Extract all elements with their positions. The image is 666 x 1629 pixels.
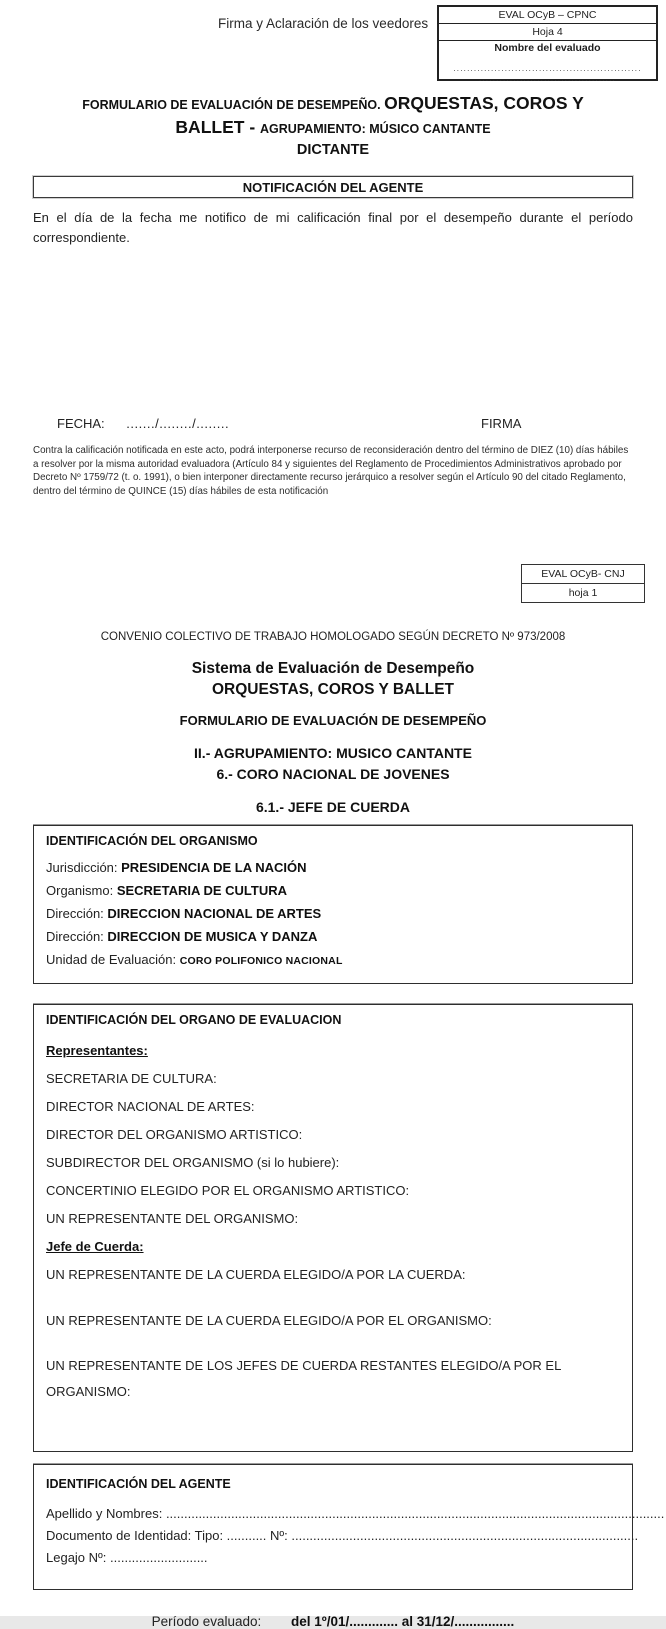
eval-code-box: [437, 5, 658, 81]
fecha-label: FECHA:: [57, 416, 105, 432]
fecha-firma-row: [33, 416, 633, 436]
direccion-label-1: Dirección:: [46, 906, 108, 922]
unidad-evaluacion-value: CORO POLIFONICO NACIONAL: [179, 955, 343, 968]
notificacion-header: NOTIFICACIÓN DEL AGENTE: [33, 176, 633, 198]
formulario-heading: FORMULARIO DE EVALUACIÓN DE DESEMPEÑO: [179, 713, 487, 729]
identificacion-agente-box: [33, 1464, 665, 1590]
unidad-evaluacion-row: [46, 948, 620, 973]
direccion-value-2: DIRECCION DE MUSICA Y DANZA: [107, 929, 318, 945]
organismo-value: SECRETARIA DE CULTURA: [116, 883, 288, 899]
eval-code-box-2: [521, 564, 645, 603]
apellido-nombres-field: Apellido y Nombres: ..........................................................................................................................................: [46, 1506, 665, 1522]
form-title-prefix: FORMULARIO DE EVALUACIÓN DE DESEMPEÑO.: [82, 98, 385, 112]
organo-box-title: IDENTIFICACIÓN DEL ORGANO DE EVALUACION: [46, 1013, 342, 1028]
form-title-dash: -: [244, 116, 261, 137]
fecha-dotted-line: ......./......../........: [126, 416, 230, 432]
legal-notice: Contra la calificación notificada en este acto, podrá interponerse recurso de reconsideración dentro del término de DIEZ (10) días hábiles a resolver por la misma autoridad evaluadora (Artículo 84 y siguientes del Reglamento de Procedimientos Administrativos aprobado por Decreto Nº 1759/72 (t. o. 1991), o bien interponer directamente recurso jerárquico a resolver según el Artículo 90 del citado Reglamento, dentro del término de QUINCE (15) días hábiles de esta notificación: [33, 445, 629, 497]
eval-code-line: EVAL OCyB – CPNC: [439, 7, 656, 24]
eval-code-line-2: EVAL OCyB- CNJ: [522, 565, 644, 584]
jurisdiccion-row: [46, 856, 620, 879]
organismo-row: [46, 879, 620, 902]
jurisdiccion-label: Jurisdicción:: [46, 860, 122, 876]
periodo-label: Período evaluado:: [151, 1614, 262, 1629]
jefe-de-cuerda-heading: 6.1.- JEFE DE CUERDA: [255, 799, 411, 816]
veedores-label: Firma y Aclaración de los veedores: [218, 16, 429, 31]
eval-sheet-line-2: hoja 1: [568, 587, 598, 600]
sistema-title-line-2: ORQUESTAS, COROS Y BALLET: [212, 681, 454, 699]
legajo-field: Legajo Nº: ...........................: [46, 1550, 208, 1566]
document-body: [33, 92, 665, 1629]
identificacion-organo-box: [33, 1004, 633, 1452]
organismo-box-title: IDENTIFICACIÓN DEL ORGANISMO: [46, 834, 258, 849]
convenio-line: CONVENIO COLECTIVO DE TRABAJO HOMOLOGADO SEGÚN DECRETO Nº 973/2008: [100, 631, 566, 644]
representante-line: CONCERTINIO ELEGIDO POR EL ORGANISMO ARTISTICO:: [46, 1183, 410, 1199]
representantes-label: Representantes:: [46, 1043, 148, 1059]
sistema-title-line-1: Sistema de Evaluación de Desempeño: [191, 660, 475, 678]
jefe-representante-line: UN REPRESENTANTE DE LOS JEFES DE CUERDA RESTANTES ELEGIDO/A POR EL ORGANISMO:: [46, 1358, 561, 1400]
organismo-label: Organismo:: [46, 883, 117, 899]
jefe-representante-line: UN REPRESENTANTE DE LA CUERDA ELEGIDO/A POR LA CUERDA:: [46, 1267, 466, 1283]
direccion-row-1: [46, 902, 620, 925]
documento-identidad-field: Documento de Identidad: Tipo: ........... Nº: ................................................................................................: [46, 1528, 639, 1544]
agrupamiento-line: II.- AGRUPAMIENTO: MUSICO CANTANTE: [194, 745, 472, 762]
agente-box-title: IDENTIFICACIÓN DEL AGENTE: [46, 1477, 231, 1492]
form-title-main: ORQUESTAS, COROS Y BALLET: [175, 93, 584, 137]
direccion-label-2: Dirección:: [46, 929, 108, 945]
identificacion-organismo-box: [33, 825, 633, 984]
representante-line: SUBDIRECTOR DEL ORGANISMO (si lo hubiere):: [46, 1155, 340, 1171]
agrupamiento-heading: [33, 743, 633, 785]
firma-label: FIRMA: [481, 416, 522, 432]
document-header: [0, 0, 666, 86]
evaluado-dotted-line-1: .......................................................: [453, 64, 642, 73]
eval-sheet-line: Hoja 4: [439, 24, 656, 41]
jefe-representante-line: UN REPRESENTANTE DE LA CUERDA ELEGIDO/A POR EL ORGANISMO:: [46, 1313, 492, 1329]
representante-line: UN REPRESENTANTE DEL ORGANISMO:: [46, 1211, 299, 1227]
direccion-value-1: DIRECCION NACIONAL DE ARTES: [107, 906, 322, 922]
evaluado-dotted-line-2: ........................................: [479, 74, 616, 83]
periodo-evaluado-row: [33, 1614, 633, 1629]
notificacion-paragraph: En el día de la fecha me notifico de mi calificación final por el desempeño durante el período correspondiente.: [33, 210, 633, 246]
jurisdiccion-value: PRESIDENCIA DE LA NACIÓN: [121, 860, 307, 876]
evaluado-label: Nombre del evaluado: [494, 42, 601, 54]
direccion-row-2: [46, 925, 620, 948]
evaluado-name-cell: [439, 41, 656, 84]
representante-line: DIRECTOR NACIONAL DE ARTES:: [46, 1099, 255, 1115]
representante-line: DIRECTOR DEL ORGANISMO ARTISTICO:: [46, 1127, 303, 1143]
sistema-title: [33, 658, 633, 700]
form-title-role: DICTANTE: [296, 141, 370, 158]
signature-space: [33, 248, 633, 416]
jefe-de-cuerda-label: Jefe de Cuerda:: [46, 1239, 144, 1255]
periodo-value: del 1º/01/............. al 31/12/................: [291, 1614, 515, 1629]
form-title: [73, 92, 593, 159]
representante-line: SECRETARIA DE CULTURA:: [46, 1071, 217, 1087]
unidad-evaluacion-label: Unidad de Evaluación:: [46, 952, 180, 968]
form-title-grouping: AGRUPAMIENTO: MÚSICO CANTANTE: [260, 121, 491, 136]
coro-line: 6.- CORO NACIONAL DE JOVENES: [216, 766, 450, 783]
